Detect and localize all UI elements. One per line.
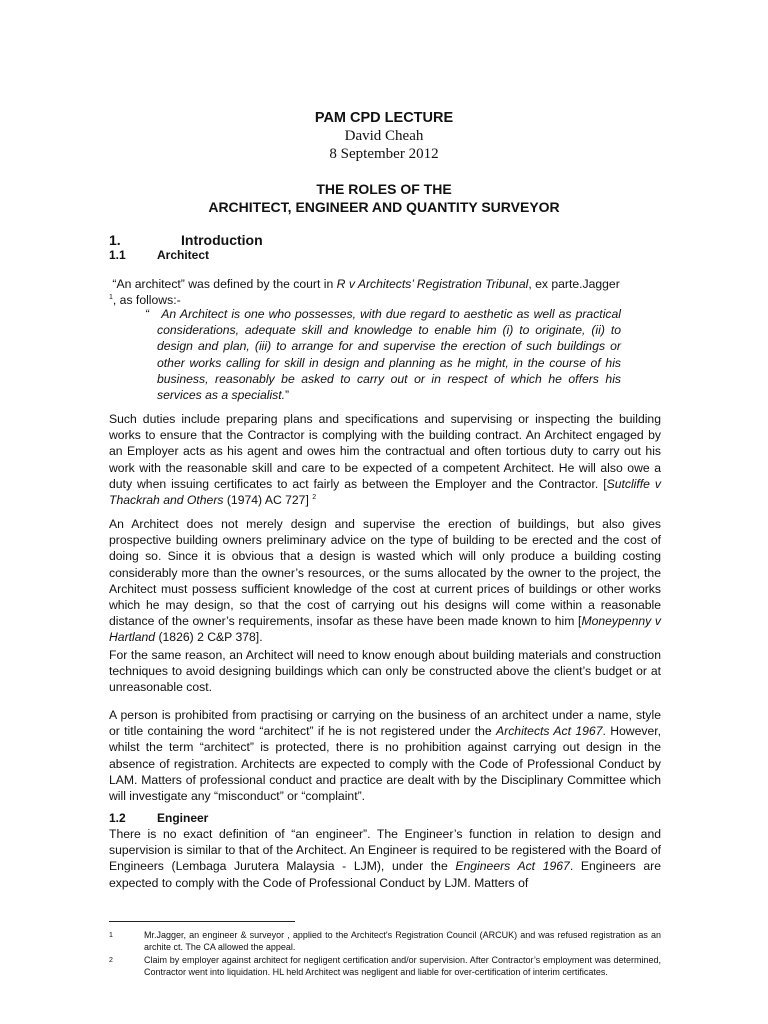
- footnote-mark: 1: [109, 932, 113, 939]
- author-name: David Cheah: [344, 128, 424, 144]
- footnote-mark: 2: [109, 957, 113, 964]
- architect-definition-intro: “An architect” was defined by the court in R v Architects’ Registration Tribunal, ex parte.Jagger $^1$, as follows:-: [109, 277, 620, 308]
- paragraph-architect-cost-advice: An Architect does not merely design and supervise the erection of buildings, but also gives prospective building owners preliminary advice on the type of building to be erected and the cost of doing so. Since it is obvious that a design is wasted which will only produce a building costing considerably more than the owner’s resources, or the sums allocated by the owner to the project, the Architect must possess sufficient knowledge of the cost at current prices of buildings or other works which he may design, so that the cost of carrying out his designs will come within a reasonable distance of the owner’s requirements, insofar as these have been made known to him [Moneypenny v Hartland (1826) 2 C&P 378].: [109, 517, 661, 645]
- section-number: 1.: [109, 232, 121, 248]
- footnote-divider: [109, 921, 295, 922]
- subsection-heading-architect: [109, 248, 209, 262]
- paragraph-architect-registration: A person is prohibited from practising or carrying on the business of an architect under a name, style or title containing the word “architect” if he is not registered under the Architects Act 1967. However, whilst the term “architect” is protected, there is no prohibition against carrying out design in the absence of registration. Architects are expected to comply with the Code of Professional Conduct by LAM. Matters of professional conduct and practice are dealt with by the Disciplinary Committee which will investigate any “misconduct” or “complaint”.: [109, 708, 661, 804]
- case-citation: Moneypenny v Hartland: [109, 614, 661, 645]
- paragraph-architect-materials: For the same reason, an Architect will need to know enough about building materials and construction techniques to avoid designing buildings which can only be constructed above the client’s budget or at unreasonable cost.: [109, 648, 661, 695]
- architect-definition-quote: “ An Architect is one who possesses, with due regard to aesthetic as well as practical considerations, adequate skill and knowledge to enable him (i) to originate, (ii) to design and plan, (iii) to arrange for and supervise the erection of such buildings or other works calling for skill in design and planning as he might, in the course of his business, reasonably be asked to carry out or in respect of which he offers his services as a specialist.”: [145, 307, 621, 403]
- lecture-heading: PAM CPD LECTURE: [314, 110, 454, 126]
- subsection-title: Architect: [157, 248, 210, 262]
- section-title: Introduction: [181, 232, 263, 248]
- case-citation: Sutcliffe v Thackrah and Others: [109, 476, 661, 508]
- subsection-heading-engineer: [109, 811, 208, 825]
- footnote-text: Claim by employer against architect for negligent certification and/or supervision. After Contractor’s employment was determined, Contractor went into liquidation. HL held Architect was negligent and liable for over-certification of interim certificates.: [144, 955, 661, 977]
- paragraph-architect-duties: Such duties include preparing plans and specifications and supervising or inspecting the building works to ensure that the Contractor is complying with the building contract. An Architect engaged by an Employer acts as his agent and owes him the contractual and often tortious duty to carry out his work with the reasonable skill and care to be expected of a competent Architect. He will also owe a duty when issuing certificates to act fairly as between the Employer and the Contractor. [Sutcliffe v Thackrah and Others (1974) AC 727] $^2$: [109, 412, 661, 508]
- act-citation: Architects Act 1967: [496, 724, 603, 739]
- footnote-ref-2[interactable]: 2: [312, 493, 317, 501]
- footnote-2: [109, 955, 661, 991]
- subsection-title: Engineer: [157, 811, 209, 825]
- case-citation: R v Architects’ Registration Tribunal: [336, 277, 529, 291]
- subsection-number: 1.2: [109, 811, 126, 825]
- subsection-number: 1.1: [109, 248, 126, 262]
- document-title-line-2: ARCHITECT, ENGINEER AND QUANTITY SURVEYOR: [208, 199, 560, 215]
- lecture-date: 8 September 2012: [329, 146, 439, 162]
- paragraph-engineer-definition: There is no exact definition of “an engineer”. The Engineer’s function in relation to design and supervision is similar to that of the Architect. An Engineer is required to be registered with the Board of Engineers (Lembaga Jurutera Malaysia - LJM), under the Engineers Act 1967. Engineers are expected to comply with the Code of Professional Conduct by LJM. Matters of: [109, 827, 662, 890]
- document-title-line-1: THE ROLES OF THE: [316, 181, 452, 197]
- footnote-text: Mr.Jagger, an engineer & surveyor , applied to the Architect's Registration Council (ARCUK) and was refused registration as an archite ct. The CA allowed the appeal.: [144, 930, 661, 952]
- footnote-1: [109, 930, 661, 954]
- footnote-ref-1[interactable]: 1: [109, 294, 113, 302]
- act-citation: Engineers Act 1967: [455, 859, 570, 874]
- section-heading-introduction: [109, 232, 263, 248]
